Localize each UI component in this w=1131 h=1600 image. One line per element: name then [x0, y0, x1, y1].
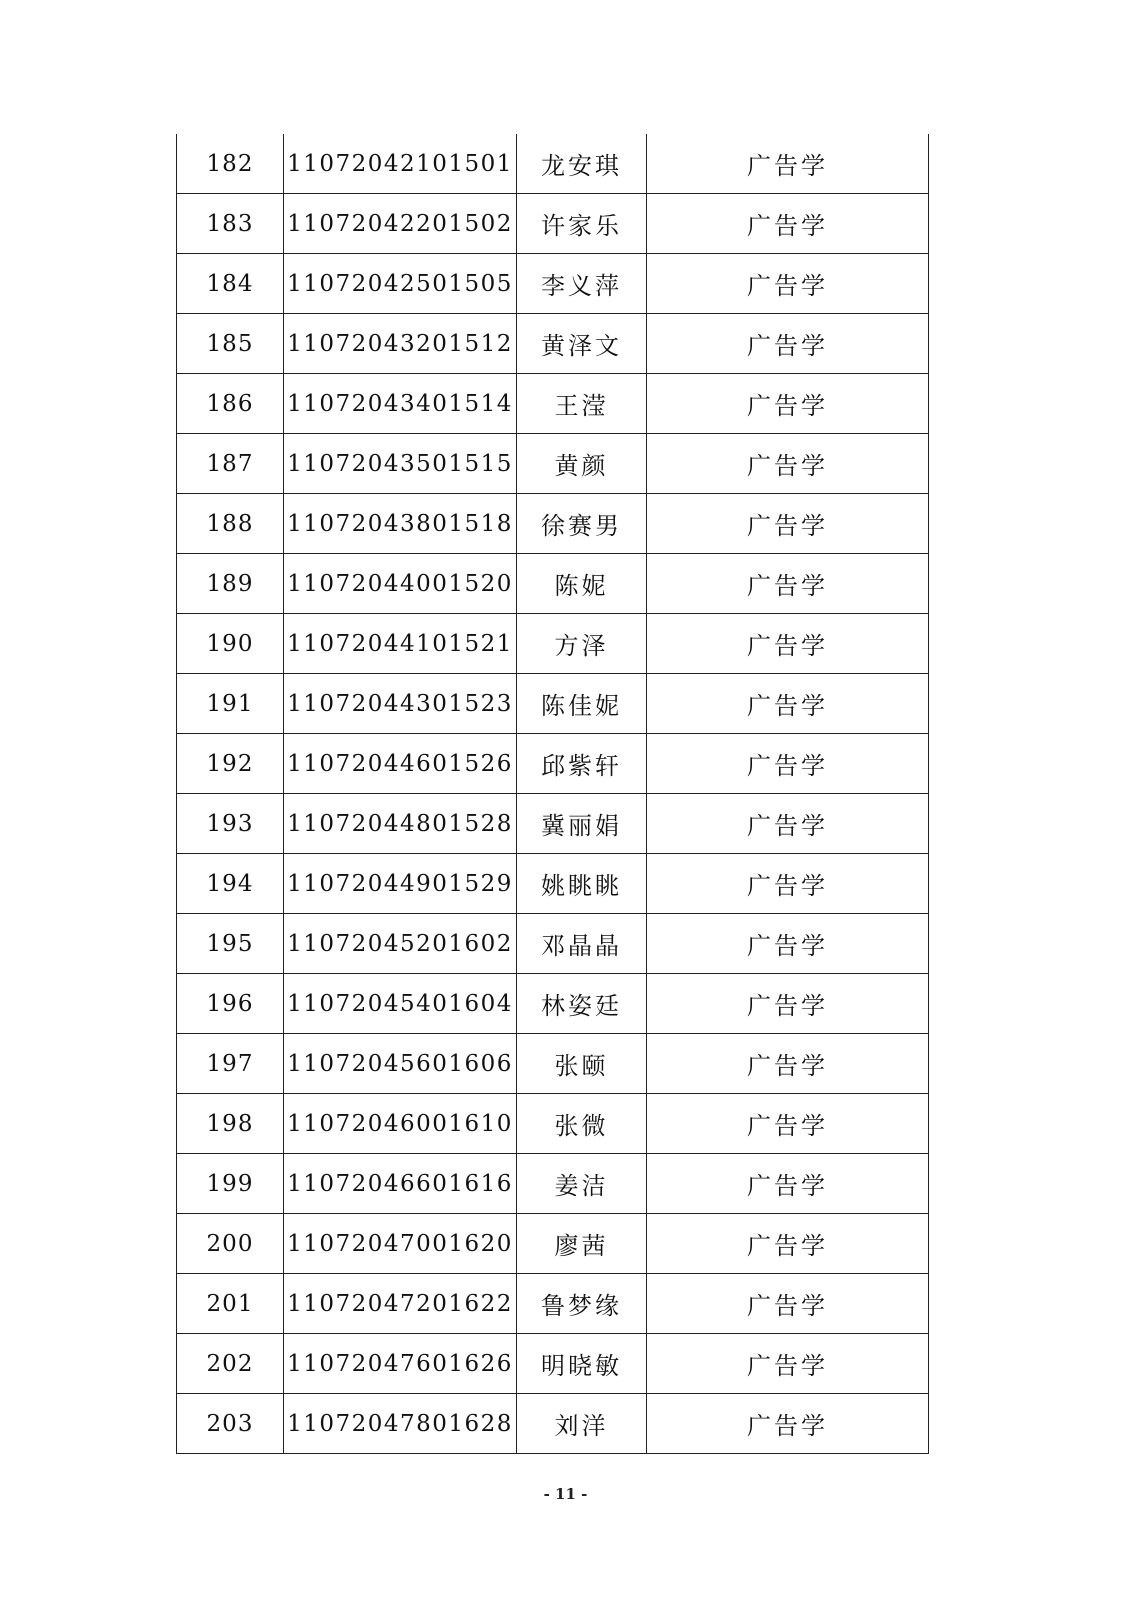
major-cell: 广告学	[647, 1394, 929, 1454]
major-cell: 广告学	[647, 554, 929, 614]
major-cell: 广告学	[647, 854, 929, 914]
student-id-cell: 11072044901529	[284, 854, 517, 914]
table-row	[177, 134, 929, 194]
table-row	[177, 1274, 929, 1334]
row-number-cell: 197	[177, 1034, 284, 1094]
table-row	[177, 854, 929, 914]
student-name-cell: 姜洁	[517, 1154, 647, 1214]
student-name-cell: 陈妮	[517, 554, 647, 614]
student-name-cell: 邱紫轩	[517, 734, 647, 794]
student-name-cell: 方泽	[517, 614, 647, 674]
row-number-cell: 185	[177, 314, 284, 374]
student-name-cell: 陈佳妮	[517, 674, 647, 734]
row-number-cell: 194	[177, 854, 284, 914]
major-cell: 广告学	[647, 1154, 929, 1214]
major-cell: 广告学	[647, 1034, 929, 1094]
major-cell: 广告学	[647, 614, 929, 674]
student-name-cell: 李义萍	[517, 254, 647, 314]
student-name-cell: 姚眺眺	[517, 854, 647, 914]
major-cell: 广告学	[647, 1094, 929, 1154]
student-id-cell: 11072045401604	[284, 974, 517, 1034]
row-number-cell: 193	[177, 794, 284, 854]
page-number: - 11 -	[543, 1485, 588, 1503]
student-name-cell: 许家乐	[517, 194, 647, 254]
table-row	[177, 794, 929, 854]
major-cell: 广告学	[647, 1274, 929, 1334]
student-id-cell: 11072042201502	[284, 194, 517, 254]
table-row	[177, 1094, 929, 1154]
student-id-cell: 11072047001620	[284, 1214, 517, 1274]
table-row	[177, 554, 929, 614]
major-cell: 广告学	[647, 914, 929, 974]
row-number-cell: 195	[177, 914, 284, 974]
table-row	[177, 434, 929, 494]
major-cell: 广告学	[647, 1334, 929, 1394]
row-number-cell: 189	[177, 554, 284, 614]
row-number-cell: 192	[177, 734, 284, 794]
student-id-cell: 11072043801518	[284, 494, 517, 554]
table-row	[177, 674, 929, 734]
major-cell: 广告学	[647, 734, 929, 794]
student-id-cell: 11072044301523	[284, 674, 517, 734]
major-cell: 广告学	[647, 1214, 929, 1274]
row-number-cell: 188	[177, 494, 284, 554]
row-number-cell: 203	[177, 1394, 284, 1454]
student-name-cell: 鲁梦缘	[517, 1274, 647, 1334]
major-cell: 广告学	[647, 314, 929, 374]
major-cell: 广告学	[647, 674, 929, 734]
student-name-cell: 黄泽文	[517, 314, 647, 374]
major-cell: 广告学	[647, 194, 929, 254]
student-id-cell: 11072047801628	[284, 1394, 517, 1454]
table-row	[177, 1334, 929, 1394]
student-name-cell: 张颐	[517, 1034, 647, 1094]
student-name-cell: 林姿廷	[517, 974, 647, 1034]
student-name-cell: 王滢	[517, 374, 647, 434]
row-number-cell: 187	[177, 434, 284, 494]
major-cell: 广告学	[647, 134, 929, 194]
row-number-cell: 196	[177, 974, 284, 1034]
table-row	[177, 494, 929, 554]
table-row	[177, 974, 929, 1034]
student-roster-table	[176, 134, 929, 1454]
major-cell: 广告学	[647, 434, 929, 494]
major-cell: 广告学	[647, 374, 929, 434]
roster-table-body	[177, 134, 929, 1454]
row-number-cell: 202	[177, 1334, 284, 1394]
student-name-cell: 张微	[517, 1094, 647, 1154]
student-id-cell: 11072044601526	[284, 734, 517, 794]
row-number-cell: 184	[177, 254, 284, 314]
row-number-cell: 201	[177, 1274, 284, 1334]
student-name-cell: 黄颜	[517, 434, 647, 494]
major-cell: 广告学	[647, 794, 929, 854]
student-id-cell: 11072043401514	[284, 374, 517, 434]
table-row	[177, 914, 929, 974]
table-row	[177, 194, 929, 254]
row-number-cell: 186	[177, 374, 284, 434]
table-row	[177, 314, 929, 374]
student-name-cell: 邓晶晶	[517, 914, 647, 974]
row-number-cell: 182	[177, 134, 284, 194]
student-id-cell: 11072044101521	[284, 614, 517, 674]
student-id-cell: 11072046001610	[284, 1094, 517, 1154]
student-id-cell: 11072045201602	[284, 914, 517, 974]
table-row	[177, 1034, 929, 1094]
table-row	[177, 374, 929, 434]
student-id-cell: 11072043201512	[284, 314, 517, 374]
table-row	[177, 1394, 929, 1454]
table-row	[177, 1154, 929, 1214]
row-number-cell: 200	[177, 1214, 284, 1274]
major-cell: 广告学	[647, 974, 929, 1034]
major-cell: 广告学	[647, 494, 929, 554]
row-number-cell: 199	[177, 1154, 284, 1214]
student-name-cell: 明晓敏	[517, 1334, 647, 1394]
row-number-cell: 191	[177, 674, 284, 734]
row-number-cell: 183	[177, 194, 284, 254]
row-number-cell: 198	[177, 1094, 284, 1154]
table-row	[177, 1214, 929, 1274]
row-number-cell: 190	[177, 614, 284, 674]
student-name-cell: 刘洋	[517, 1394, 647, 1454]
table-row	[177, 254, 929, 314]
student-id-cell: 11072046601616	[284, 1154, 517, 1214]
student-name-cell: 冀丽娟	[517, 794, 647, 854]
student-id-cell: 11072042501505	[284, 254, 517, 314]
student-name-cell: 廖茜	[517, 1214, 647, 1274]
major-cell: 广告学	[647, 254, 929, 314]
table-row	[177, 614, 929, 674]
student-id-cell: 11072042101501	[284, 134, 517, 194]
student-id-cell: 11072045601606	[284, 1034, 517, 1094]
student-id-cell: 11072044001520	[284, 554, 517, 614]
student-id-cell: 11072047201622	[284, 1274, 517, 1334]
student-id-cell: 11072047601626	[284, 1334, 517, 1394]
table-row	[177, 734, 929, 794]
student-name-cell: 龙安琪	[517, 134, 647, 194]
student-id-cell: 11072044801528	[284, 794, 517, 854]
student-id-cell: 11072043501515	[284, 434, 517, 494]
student-name-cell: 徐赛男	[517, 494, 647, 554]
